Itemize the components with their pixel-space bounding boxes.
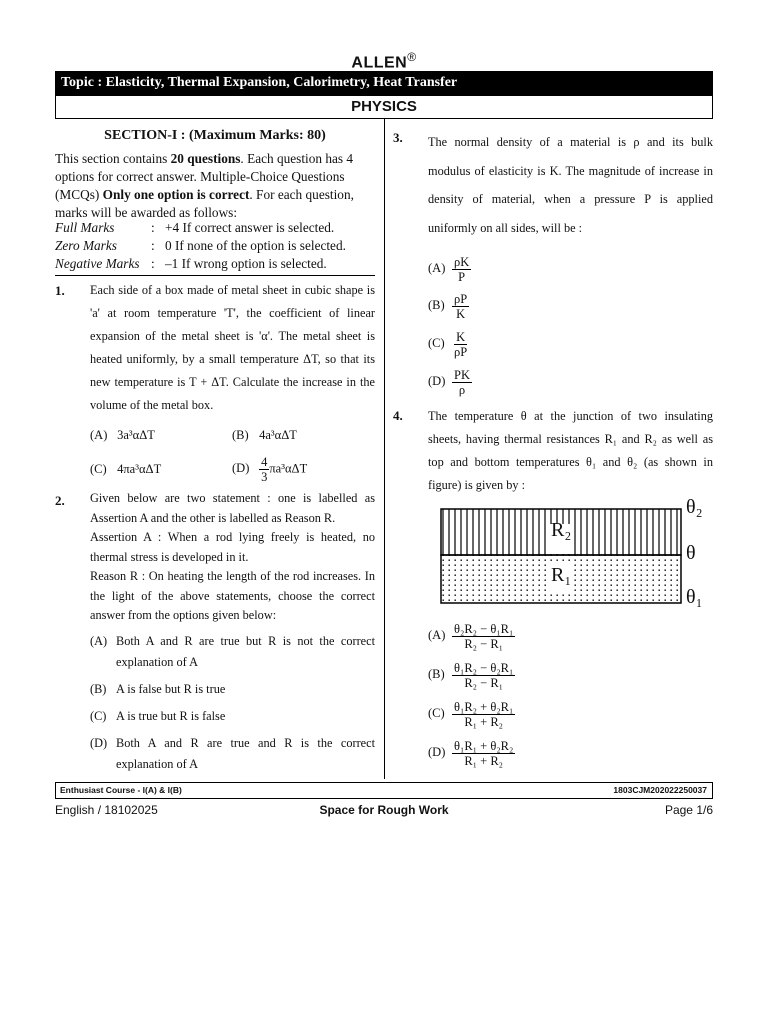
option-label: (A) <box>90 634 108 648</box>
brand-logo <box>0 50 768 72</box>
option-value: 4πa³αΔT <box>117 462 162 476</box>
fraction <box>452 622 515 651</box>
numerator: θ₁R₂ + θ₂R₁ <box>454 700 514 714</box>
r1-label: R₁ <box>551 564 572 586</box>
denominator: ρP <box>454 345 468 359</box>
topic-bar: Topic : Elasticity, Thermal Expansion, Calorimetry, Heat Transfer <box>55 71 713 95</box>
rough-work-label: Space for Rough Work <box>319 803 449 817</box>
question-2-text <box>90 489 375 626</box>
footer-bar <box>55 782 713 799</box>
q3-option-d[interactable] <box>428 368 472 397</box>
question-3-text: The normal density of a material is ρ and its bulk modulus of elasticity is K. The magnitude of increase in density of material, when a pressure P is applied uniformly on all sides, will be : <box>428 135 713 235</box>
bottom-temperature-label: θ₁ <box>686 586 703 608</box>
fraction <box>452 700 515 729</box>
denominator: ρ <box>458 383 466 397</box>
option-text: A is true but R is false <box>116 709 226 723</box>
option-label: (C) <box>428 706 445 721</box>
section-title: SECTION-I : (Maximum Marks: 80) <box>104 128 326 143</box>
fraction <box>452 330 469 359</box>
marking-label: Zero Marks <box>55 238 117 253</box>
option-text: Both A and R are true and R is the correct explanation of A <box>116 736 375 771</box>
denominator: P <box>458 270 466 284</box>
language-date: English / 18102025 <box>55 803 158 817</box>
option-label: (D) <box>232 461 250 476</box>
q2-option-a[interactable] <box>90 631 375 673</box>
marking-negative: Negative Marks : –1 If wrong option is selected. <box>55 256 327 271</box>
question-number: 3. <box>393 130 403 145</box>
question-number: 4. <box>393 408 403 423</box>
denominator: R₁ + R₂ <box>464 754 504 768</box>
denominator: R₁ + R₂ <box>464 715 504 729</box>
question-2-stem: Given below are two statement : one is labelled as Assertion A and the other is labelled as Reason R. <box>90 491 375 525</box>
q1-option-d[interactable] <box>232 455 307 484</box>
q3-option-b[interactable] <box>428 292 469 321</box>
marking-text: –1 If wrong option is selected. <box>165 256 327 271</box>
denominator: R₂ − R₁ <box>464 676 504 690</box>
q2-option-c[interactable] <box>90 706 375 727</box>
reason-text: Reason R : On heating the length of the rod increases. In the light of the above statements, choose the correct answer from the options given below: <box>90 569 375 622</box>
option-value: 3a³αΔT <box>117 428 155 442</box>
option-label: (A) <box>428 628 446 643</box>
option-label: (A) <box>428 261 446 276</box>
section-divider <box>55 275 375 276</box>
fraction <box>452 255 471 284</box>
q2-option-d[interactable] <box>90 733 375 775</box>
numerator: ρK <box>454 255 470 269</box>
page-number: Page 1/6 <box>664 803 713 817</box>
q2-option-b[interactable] <box>90 679 375 700</box>
q4-option-b[interactable] <box>428 661 515 690</box>
marking-label: Full Marks <box>55 220 115 235</box>
intro-question-count: 20 questions <box>170 151 241 166</box>
question-1-text: Each side of a box made of metal sheet in cubic shape is 'a' at room temperature 'T', the coefficient of linear expansion of the metal sheet is 'α'. The metal sheet is heated uniformly, by a small temperature ΔT, so that its new temperature is T + ΔT. Calculate the increase in the volume of the metal box. <box>90 283 375 412</box>
denominator: 3 <box>261 470 268 484</box>
section-instructions <box>55 150 375 222</box>
option-label: (C) <box>90 709 107 723</box>
option-label: (D) <box>428 374 446 389</box>
numerator: θ₁R₂ − θ₂R₁ <box>454 661 514 675</box>
option-label: (C) <box>428 336 445 351</box>
brand-name: ALLEN <box>351 54 408 72</box>
marking-text: +4 If correct answer is selected. <box>165 220 335 235</box>
top-temperature-label: θ₂ <box>686 496 703 518</box>
option-label: (D) <box>428 745 446 760</box>
option-label: (D) <box>90 736 108 750</box>
marking-zero: Zero Marks : 0 If none of the option is selected. <box>55 238 346 253</box>
question-number: 2. <box>55 493 65 508</box>
marking-label: Negative Marks <box>55 256 140 271</box>
q1-option-c[interactable] <box>90 462 161 477</box>
numerator: 4 <box>261 455 268 469</box>
question-number: 1. <box>55 283 65 298</box>
denominator: K <box>456 307 466 321</box>
option-text: Both A and R are true but R is not the correct explanation of A <box>116 634 375 669</box>
numerator: K <box>456 330 466 344</box>
option-label: (A) <box>90 428 108 442</box>
paper-code: 1803CJM202022250037 <box>613 785 707 795</box>
numerator: θ₁R₁ + θ₂R₂ <box>454 739 514 753</box>
numerator: PK <box>454 368 470 382</box>
q1-option-a[interactable] <box>90 428 155 443</box>
q4-option-d[interactable] <box>428 739 515 768</box>
numerator: θ₂R₂ − θ₁R₁ <box>454 622 514 636</box>
q4-option-a[interactable] <box>428 622 515 651</box>
fraction <box>452 739 515 768</box>
option-label: (B) <box>428 667 445 682</box>
fraction <box>452 661 515 690</box>
assertion-text: Assertion A : When a rod lying freely is heated, no thermal stress is developed in it. <box>90 530 375 564</box>
fraction <box>452 292 469 321</box>
q3-option-c[interactable] <box>428 330 469 359</box>
option-text: A is false but R is true <box>116 682 226 696</box>
column-divider <box>384 119 385 779</box>
question-4-text: The temperature θ at the junction of two insulating sheets, having thermal resistances R₁ and R₂ as well as top and bottom temperatures θ₁ and θ₂ (as shown in figure) is given by : <box>428 409 713 492</box>
marking-full: Full Marks : +4 If correct answer is selected. <box>55 220 335 235</box>
intro-text-1: This section contains <box>55 151 171 166</box>
denominator: R₂ − R₁ <box>464 637 504 651</box>
intro-text-3: . For each question, marks will be awarded as follows: <box>55 187 354 220</box>
q1-option-b[interactable] <box>232 428 297 443</box>
option-label: (B) <box>428 298 445 313</box>
course-name: Enthusiast Course - I(A) & I(B) <box>60 785 182 795</box>
fraction <box>259 455 269 484</box>
intro-text-2: . Each question has 4 options for correct answer. Multiple-Choice Questions (MCQs) <box>55 151 354 202</box>
junction-temperature-label: θ <box>686 542 696 564</box>
option-label: (B) <box>90 682 107 696</box>
numerator: ρP <box>454 292 468 306</box>
registered-mark: ® <box>407 50 417 64</box>
q4-option-c[interactable] <box>428 700 515 729</box>
option-value: πa³αΔT <box>269 461 308 476</box>
intro-bold-rule: Only one option is correct <box>102 187 250 202</box>
option-label: (B) <box>232 428 249 442</box>
subject-title: PHYSICS <box>55 95 713 119</box>
r2-label: R₂ <box>551 519 572 541</box>
q3-option-a[interactable] <box>428 255 471 284</box>
option-value: 4a³αΔT <box>259 428 297 442</box>
option-label: (C) <box>90 462 107 476</box>
fraction <box>452 368 472 397</box>
marking-text: 0 If none of the option is selected. <box>165 238 346 253</box>
